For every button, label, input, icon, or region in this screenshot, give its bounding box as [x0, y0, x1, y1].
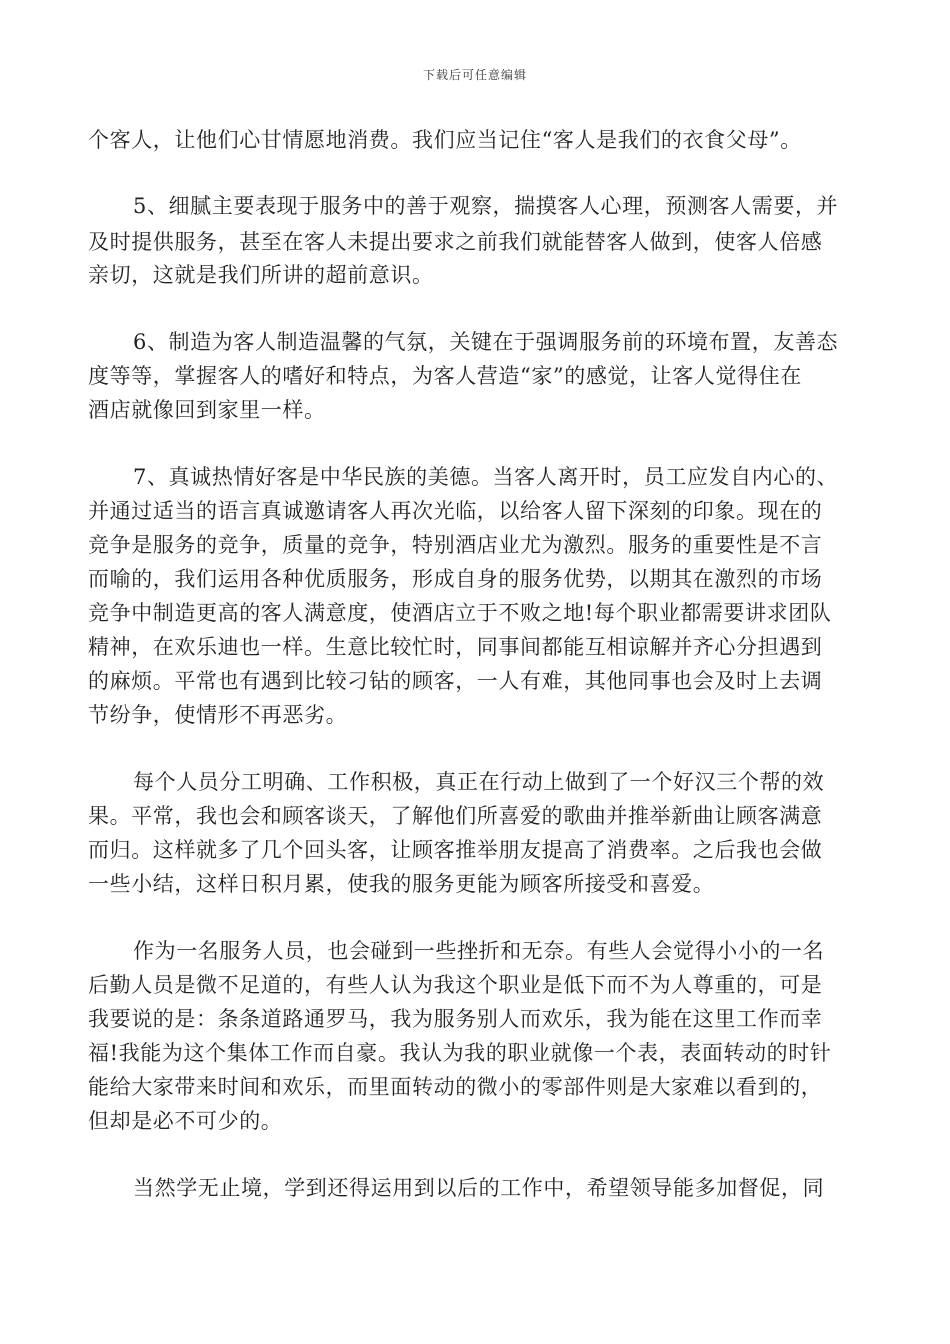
text-line: 福!我能为这个集体工作而自豪。我认为我的职业就像一个表，表面转动的时针 [88, 1041, 832, 1065]
paragraph-first-line: 7、真诚热情好客是中华民族的美德。当客人离开时，员工应发自内心的、 [133, 465, 839, 489]
page-header: 下载后可任意编辑 [422, 68, 527, 82]
text-line: 果。平常，我也会和顾客谈天，了解他们所喜爱的歌曲并推举新曲让顾客满意 [88, 804, 823, 828]
text-line: 个客人，让他们心甘情愿地消费。我们应当记住“客人是我们的衣食父母”。 [88, 128, 802, 152]
text-line: 的麻烦。平常也有遇到比较刁钻的顾客，一人有难，其他同事也会及时上去调 [88, 669, 823, 693]
text-line: 我要说的是：条条道路通罗马，我为服务别人而欢乐，我为能在这里工作而幸 [88, 1007, 823, 1031]
text-line: 而归。这样就多了几个回头客，让顾客推举朋友提高了消费率。之后我也会做 [88, 838, 823, 862]
paragraph-first-line: 6、制造为客人制造温馨的气氛，关键在于强调服务前的环境布置，友善态 [133, 330, 839, 354]
text-line: 度等等，掌握客人的嗜好和特点，为客人营造“家”的感觉，让客人觉得住在 [88, 364, 802, 388]
paragraph-first-line: 当然学无止境，学到还得运用到以后的工作中，希望领导能多加督促，同 [133, 1176, 825, 1200]
text-line: 能给大家带来时间和欢乐，而里面转动的微小的零部件则是大家难以看到的， [88, 1075, 823, 1099]
paragraph-first-line: 5、细腻主要表现于服务中的善于观察，揣摸客人心理，预测客人需要，并 [133, 194, 839, 218]
text-line: 亲切，这就是我们所讲的超前意识。 [88, 263, 434, 287]
text-line: 一些小结，这样日积月累，使我的服务更能为顾客所接受和喜爱。 [88, 872, 715, 896]
text-line: 及时提供服务，甚至在客人未提出要求之前我们就能替客人做到，使客人倍感 [88, 230, 823, 254]
text-line: 精神，在欢乐迪也一样。生意比较忙时，同事间都能互相谅解并齐心分担遇到 [88, 635, 823, 659]
text-line: 而喻的，我们运用各种优质服务，形成自身的服务优势，以期其在激烈的市场 [88, 567, 823, 591]
text-line: 竞争中制造更高的客人满意度，使酒店立于不败之地!每个职业都需要讲求团队 [88, 601, 832, 625]
text-line: 酒店就像回到家里一样。 [88, 398, 326, 422]
text-line: 并通过适当的语言真诚邀请客人再次光临，以给客人留下深刻的印象。现在的 [88, 499, 823, 523]
text-line: 后勤人员是微不足道的，有些人认为我这个职业是低下而不为人尊重的，可是 [88, 973, 823, 997]
paragraph-first-line: 作为一名服务人员，也会碰到一些挫折和无奈。有些人会觉得小小的一名 [133, 939, 825, 963]
paragraph-first-line: 每个人员分工明确、工作积极，真正在行动上做到了一个好汉三个帮的效 [133, 770, 825, 794]
text-line: 但却是必不可少的。 [88, 1109, 283, 1133]
text-line: 节纷争，使情形不再恶劣。 [88, 703, 348, 727]
text-line: 竞争是服务的竞争，质量的竞争，特别酒店业尤为激烈。服务的重要性是不言 [88, 533, 823, 557]
